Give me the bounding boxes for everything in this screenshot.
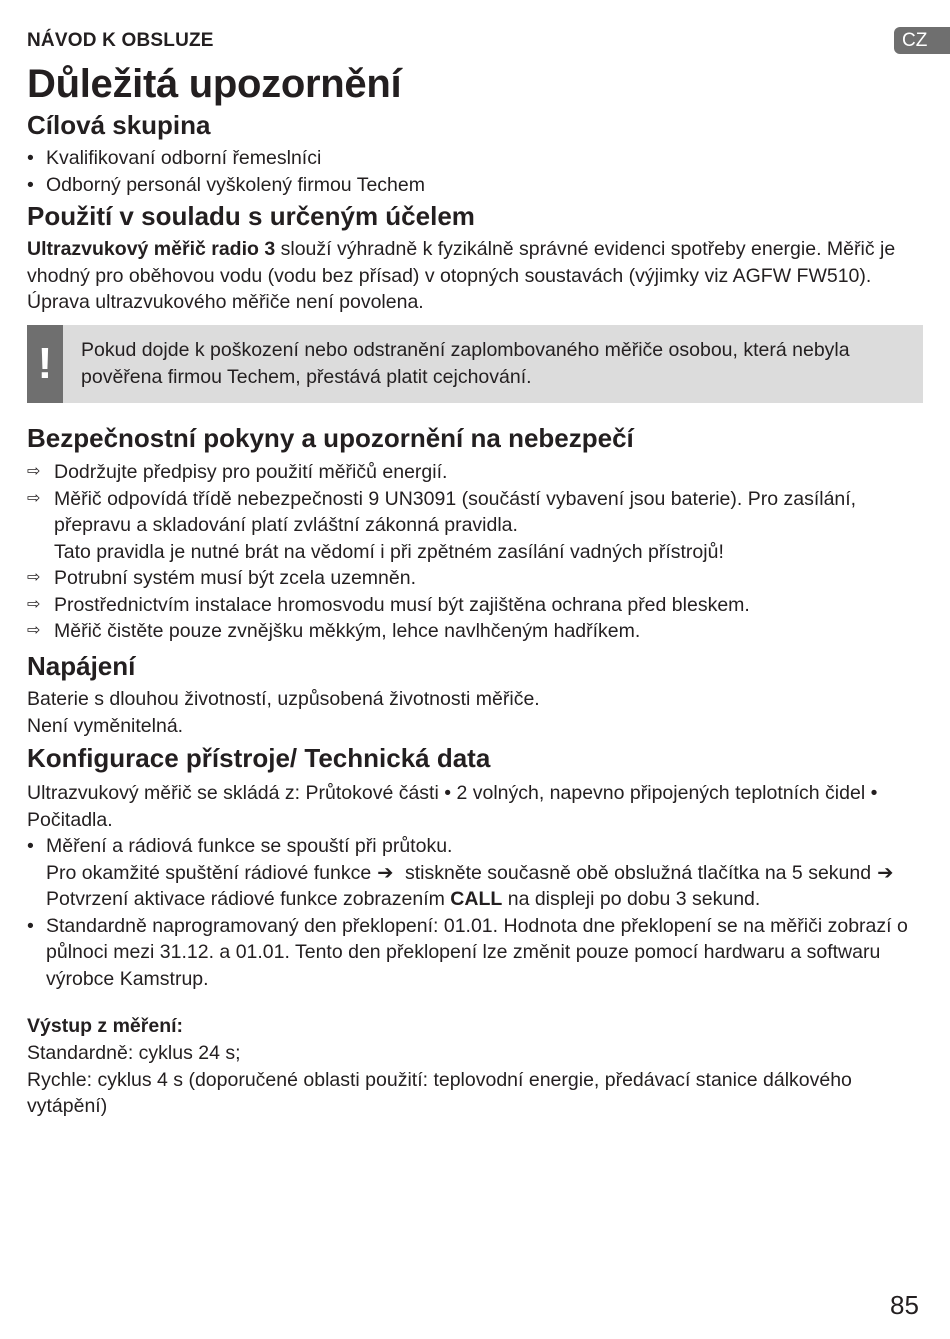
arrow-right-icon: ⇨ <box>27 595 41 613</box>
target-group-list <box>27 145 919 198</box>
safety-list <box>27 459 919 645</box>
intended-use-heading: Použití v souladu s určeným účelem <box>27 201 475 231</box>
intended-use-text: slouží výhradně k fyzikálně správné evidenci spotřeby energie. Měřič je vhodný pro oběhovou vodu (vodu bez přísad) v otopných soustavách (výjimky viz AGFW FW510). Úprava ultrazvukového měřiče není povolena. <box>27 238 896 313</box>
config-list <box>27 833 919 992</box>
list-item: ⇨ Potrubní systém musí být zcela uzemněn. <box>27 565 919 592</box>
page-number: 85 <box>890 1290 919 1320</box>
arrow-right-icon: ⇨ <box>27 489 41 507</box>
safety-note: Tato pravidla je nutné brát na vědomí i při zpětném zasílání vadných přístrojů! <box>54 540 724 563</box>
list-item: • Měření a rádiová funkce se spouští při průtoku. Pro okamžité spuštění rádiové funkce ➔ stiskněte současně obě obslužná tlačítka na 5 sekund ➔ Potvrzení aktivace rádiové funkce zobrazením CALL na displeji po dobu 3 sekund. <box>27 833 919 913</box>
manual-header-label: NÁVOD K OBSLUZE <box>27 30 214 51</box>
power-text: Baterie s dlouhou životností, uzpůsobená životnosti měřiče. Není vyměnitelná. <box>27 688 540 737</box>
arrow-right-icon: ⇨ <box>27 569 41 586</box>
list-item: • Standardně naprogramovaný den překlopení: 01.01. Hodnota dne překlopení se na měřiči zobrazí o půlnoci mezi 31.12. a 01.01. Tento den překlopení lze změnit pouze pomocí hardwaru a softwaru výrobce Kamstrup. <box>27 913 919 993</box>
target-group-heading: Cílová skupina <box>27 110 211 140</box>
arrow-right-icon: ⇨ <box>27 622 41 639</box>
output-text: Standardně: cyklus 24 s; Rychle: cyklus 4 s (doporučené oblasti použití: teplovodní energie, předávací stanice dálkového vytápění) <box>27 1042 852 1117</box>
product-name: Ultrazvukový měřič radio 3 <box>27 238 276 260</box>
exclamation-icon: ! <box>27 325 63 403</box>
arrow-right-icon: ➔ <box>877 861 894 884</box>
list-item: ⇨ Prostřednictvím instalace hromosvodu musí být zajištěna ochrana před bleskem. <box>27 592 919 619</box>
arrow-right-icon: ➔ <box>377 861 394 884</box>
config-intro: Ultrazvukový měřič se skládá z: Průtokové části • 2 volných, napevno připojených teplotních čidel • Počitadla. <box>27 782 878 831</box>
intended-use-paragraph <box>27 236 919 316</box>
page-title: Důležitá upozornění <box>27 62 402 106</box>
list-item: ⇨ Měřič čistěte pouze zvnějšku měkkým, lehce navlhčeným hadříkem. <box>27 618 919 645</box>
output-heading: Výstup z měření: <box>27 1015 184 1037</box>
warning-box <box>27 325 923 403</box>
list-item: • Odborný personál vyškolený firmou Techem <box>27 172 919 199</box>
arrow-right-icon: ⇨ <box>27 463 41 480</box>
list-item: • Kvalifikovaní odborní řemeslníci <box>27 145 919 172</box>
call-label: CALL <box>450 888 503 910</box>
list-item: ⇨ Měřič odpovídá třídě nebezpečnosti 9 UN3091 (součástí vybavení jsou baterie). Pro zasílání, přepravu a skladování platí zvláštní zákonná pravidla. Tato pravidla je nutné brát na vědomí i při zpětném zasílání vadných přístrojů! <box>27 487 857 563</box>
power-heading: Napájení <box>27 651 136 681</box>
config-heading: Konfigurace přístroje/ Technická data <box>27 743 491 773</box>
language-badge: CZ <box>894 27 950 54</box>
warning-text: Pokud dojde k poškození nebo odstranění zaplombovaného měřiče osobou, která nebyla pověřena firmou Techem, přestává platit cejchování. <box>81 339 850 388</box>
safety-heading: Bezpečnostní pokyny a upozornění na nebezpečí <box>27 423 634 453</box>
list-item: ⇨ Dodržujte předpisy pro použití měřičů energií. <box>27 459 919 486</box>
